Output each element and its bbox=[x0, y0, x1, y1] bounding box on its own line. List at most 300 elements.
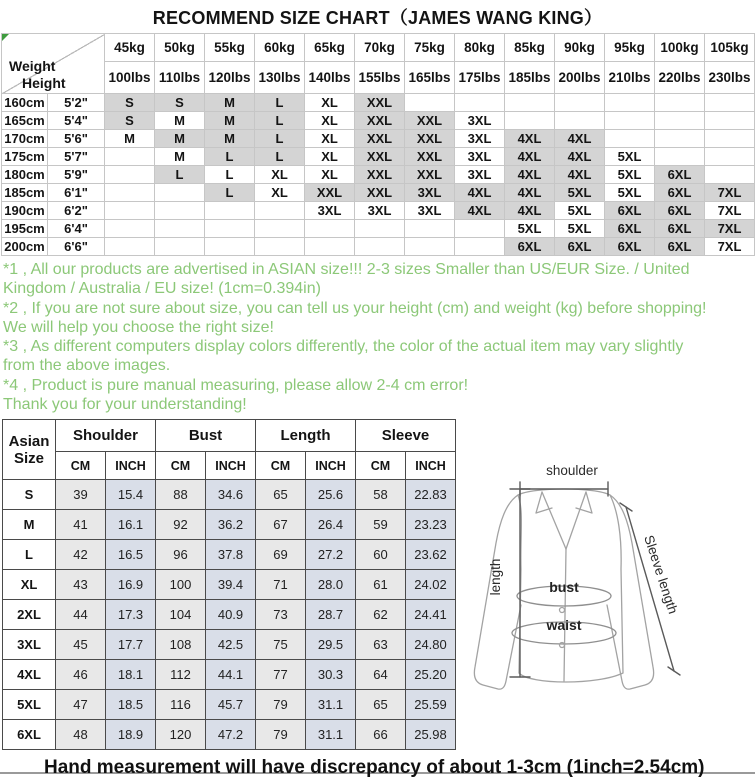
height-cm-cell: 180cm bbox=[2, 166, 48, 184]
matrix-row bbox=[2, 166, 755, 184]
matrix-row bbox=[2, 220, 755, 238]
weight-kg-header: 105kg bbox=[705, 34, 755, 62]
matrix-size-cell bbox=[355, 220, 405, 238]
height-cm-cell: 185cm bbox=[2, 184, 48, 202]
asian-label-line2: Size bbox=[13, 449, 44, 467]
matrix-size-cell: M bbox=[205, 94, 255, 112]
measure-inch-value: 16.9 bbox=[106, 570, 156, 600]
measure-cm-value: 44 bbox=[56, 600, 106, 630]
size-matrix-table bbox=[1, 33, 755, 256]
note-line: from the above images. bbox=[3, 357, 171, 375]
matrix-size-cell bbox=[405, 94, 455, 112]
matrix-size-cell: XL bbox=[305, 130, 355, 148]
height-ft-cell: 5'4" bbox=[48, 112, 105, 130]
matrix-size-cell: L bbox=[255, 148, 305, 166]
height-ft-cell: 6'2" bbox=[48, 202, 105, 220]
measure-size-cell: 5XL bbox=[3, 690, 56, 720]
measure-cm-value: 69 bbox=[256, 540, 306, 570]
measure-cm-value: 47 bbox=[56, 690, 106, 720]
measure-inch-value: 40.9 bbox=[206, 600, 256, 630]
matrix-size-cell bbox=[705, 148, 755, 166]
bust-label: bust bbox=[549, 579, 579, 596]
measure-cm-value: 67 bbox=[256, 510, 306, 540]
matrix-size-cell: L bbox=[255, 112, 305, 130]
matrix-size-cell bbox=[605, 112, 655, 130]
weight-kg-header: 50kg bbox=[155, 34, 205, 62]
note-line: *2 , If you are not sure about size, you can tell us your height (cm) and weight (kg) before shopping! bbox=[3, 299, 707, 317]
matrix-size-cell bbox=[455, 94, 505, 112]
matrix-size-cell bbox=[255, 238, 305, 256]
matrix-size-cell: L bbox=[255, 130, 305, 148]
matrix-size-cell bbox=[205, 202, 255, 220]
matrix-size-cell bbox=[105, 220, 155, 238]
measure-cm-value: 60 bbox=[356, 540, 406, 570]
matrix-size-cell bbox=[205, 220, 255, 238]
matrix-size-cell bbox=[105, 166, 155, 184]
measure-row bbox=[3, 720, 456, 750]
matrix-size-cell bbox=[705, 130, 755, 148]
matrix-size-cell: XXL bbox=[355, 112, 405, 130]
matrix-size-cell bbox=[605, 130, 655, 148]
matrix-size-cell bbox=[455, 220, 505, 238]
matrix-size-cell: XL bbox=[305, 94, 355, 112]
measure-inch-value: 16.1 bbox=[106, 510, 156, 540]
measure-size-cell: 2XL bbox=[3, 600, 56, 630]
measure-row bbox=[3, 510, 456, 540]
matrix-size-cell: 4XL bbox=[505, 202, 555, 220]
page-title: RECOMMEND SIZE CHART（JAMES WANG KING） bbox=[152, 8, 603, 28]
height-cm-cell: 200cm bbox=[2, 238, 48, 256]
matrix-size-cell bbox=[305, 238, 355, 256]
jacket-diagram bbox=[456, 419, 753, 751]
matrix-size-cell bbox=[105, 238, 155, 256]
height-ft-cell: 5'7" bbox=[48, 148, 105, 166]
measure-group-header: Shoulder bbox=[56, 420, 156, 452]
matrix-row bbox=[2, 94, 755, 112]
matrix-size-cell: 5XL bbox=[505, 220, 555, 238]
matrix-size-cell: XXL bbox=[405, 148, 455, 166]
matrix-size-cell bbox=[105, 202, 155, 220]
matrix-size-cell bbox=[705, 166, 755, 184]
measure-cm-value: 65 bbox=[356, 690, 406, 720]
height-ft-cell: 6'1" bbox=[48, 184, 105, 202]
measure-inch-value: 42.5 bbox=[206, 630, 256, 660]
measure-inch-value: 23.62 bbox=[406, 540, 456, 570]
matrix-size-cell bbox=[655, 148, 705, 166]
height-cm-cell: 170cm bbox=[2, 130, 48, 148]
matrix-size-cell: XL bbox=[305, 166, 355, 184]
matrix-size-cell: XL bbox=[255, 166, 305, 184]
weight-kg-header: 70kg bbox=[355, 34, 405, 62]
measure-row bbox=[3, 660, 456, 690]
measure-inch-value: 39.4 bbox=[206, 570, 256, 600]
measure-inch-value: 25.59 bbox=[406, 690, 456, 720]
matrix-size-cell bbox=[655, 112, 705, 130]
matrix-size-cell bbox=[505, 112, 555, 130]
matrix-size-cell bbox=[155, 238, 205, 256]
measure-cm-value: 46 bbox=[56, 660, 106, 690]
matrix-size-cell: 3XL bbox=[455, 130, 505, 148]
matrix-row bbox=[2, 238, 755, 256]
matrix-size-cell: XXL bbox=[355, 166, 405, 184]
matrix-size-cell: 5XL bbox=[555, 202, 605, 220]
matrix-size-cell: 3XL bbox=[455, 148, 505, 166]
matrix-size-cell bbox=[305, 220, 355, 238]
matrix-size-cell: 6XL bbox=[605, 220, 655, 238]
matrix-size-cell: 6XL bbox=[655, 166, 705, 184]
measure-inch-value: 30.3 bbox=[306, 660, 356, 690]
matrix-size-cell bbox=[655, 94, 705, 112]
matrix-size-cell: XXL bbox=[355, 148, 405, 166]
measure-inch-value: 25.98 bbox=[406, 720, 456, 750]
matrix-size-cell: 3XL bbox=[355, 202, 405, 220]
measure-cm-value: 66 bbox=[356, 720, 406, 750]
weight-kg-header: 55kg bbox=[205, 34, 255, 62]
weight-lbs-header: 230lbs bbox=[705, 62, 755, 94]
measure-inch-value: 25.20 bbox=[406, 660, 456, 690]
weight-kg-header: 65kg bbox=[305, 34, 355, 62]
measure-inch-value: 25.6 bbox=[306, 480, 356, 510]
measure-inch-value: 17.7 bbox=[106, 630, 156, 660]
note-line: *4 , Product is pure manual measuring, please allow 2-4 cm error! bbox=[3, 376, 469, 394]
matrix-size-cell: 4XL bbox=[505, 184, 555, 202]
matrix-size-cell: 3XL bbox=[405, 202, 455, 220]
measure-inch-value: 28.0 bbox=[306, 570, 356, 600]
matrix-size-cell: XXL bbox=[355, 130, 405, 148]
matrix-size-cell bbox=[405, 238, 455, 256]
measure-inch-value: 29.5 bbox=[306, 630, 356, 660]
matrix-size-cell bbox=[555, 112, 605, 130]
measure-inch-value: 31.1 bbox=[306, 720, 356, 750]
matrix-size-cell: 4XL bbox=[505, 166, 555, 184]
measure-cm-value: 59 bbox=[356, 510, 406, 540]
matrix-size-cell: XXL bbox=[355, 184, 405, 202]
matrix-size-cell bbox=[155, 184, 205, 202]
matrix-size-cell: 3XL bbox=[455, 166, 505, 184]
matrix-size-cell: 6XL bbox=[655, 202, 705, 220]
measure-cm-value: 96 bbox=[156, 540, 206, 570]
measure-row bbox=[3, 480, 456, 510]
length-label: length bbox=[488, 558, 503, 596]
matrix-size-cell bbox=[655, 130, 705, 148]
corner-marker bbox=[2, 34, 9, 41]
weight-kg-header: 85kg bbox=[505, 34, 555, 62]
measurement-table bbox=[2, 419, 456, 750]
matrix-size-cell bbox=[555, 94, 605, 112]
weight-lbs-header: 110lbs bbox=[155, 62, 205, 94]
jacket-diagram-svg bbox=[458, 419, 755, 751]
corner-weight-label: Weight bbox=[9, 58, 56, 74]
measure-group-header: Length bbox=[256, 420, 356, 452]
matrix-size-cell: 4XL bbox=[455, 184, 505, 202]
matrix-size-cell bbox=[255, 220, 305, 238]
matrix-size-cell: 7XL bbox=[705, 184, 755, 202]
measurement-lines bbox=[510, 482, 680, 677]
weight-kg-header: 100kg bbox=[655, 34, 705, 62]
matrix-row bbox=[2, 148, 755, 166]
measure-inch-value: 15.4 bbox=[106, 480, 156, 510]
measure-inch-value: 18.9 bbox=[106, 720, 156, 750]
matrix-size-cell: M bbox=[105, 130, 155, 148]
measure-inch-value: 26.4 bbox=[306, 510, 356, 540]
measure-unit-header: CM bbox=[156, 452, 206, 480]
matrix-size-cell: XXL bbox=[405, 112, 455, 130]
matrix-size-cell: 6XL bbox=[555, 238, 605, 256]
matrix-size-cell: 5XL bbox=[555, 220, 605, 238]
height-cm-cell: 160cm bbox=[2, 94, 48, 112]
weight-lbs-header: 165lbs bbox=[405, 62, 455, 94]
matrix-size-cell: 6XL bbox=[505, 238, 555, 256]
measure-cm-value: 100 bbox=[156, 570, 206, 600]
measure-cm-value: 62 bbox=[356, 600, 406, 630]
matrix-size-cell: L bbox=[255, 94, 305, 112]
matrix-size-cell: XXL bbox=[355, 94, 405, 112]
measure-cm-value: 79 bbox=[256, 720, 306, 750]
height-ft-cell: 5'2" bbox=[48, 94, 105, 112]
matrix-size-cell: M bbox=[155, 130, 205, 148]
measure-inch-value: 31.1 bbox=[306, 690, 356, 720]
note-line: Kingdom / Australia / EU size! (1cm=0.394in) bbox=[3, 280, 321, 298]
matrix-size-cell: L bbox=[205, 148, 255, 166]
measure-size-cell: M bbox=[3, 510, 56, 540]
height-ft-cell: 5'9" bbox=[48, 166, 105, 184]
matrix-size-cell: 3XL bbox=[305, 202, 355, 220]
measure-unit-header: CM bbox=[256, 452, 306, 480]
measure-row bbox=[3, 630, 456, 660]
measure-unit-header: CM bbox=[356, 452, 406, 480]
measure-cm-value: 45 bbox=[56, 630, 106, 660]
weight-lbs-header: 120lbs bbox=[205, 62, 255, 94]
matrix-size-cell: L bbox=[205, 166, 255, 184]
matrix-size-cell: 3XL bbox=[455, 112, 505, 130]
matrix-size-cell: 6XL bbox=[655, 220, 705, 238]
weight-kg-header: 95kg bbox=[605, 34, 655, 62]
measure-inch-value: 22.83 bbox=[406, 480, 456, 510]
matrix-row bbox=[2, 130, 755, 148]
matrix-size-cell: XXL bbox=[405, 166, 455, 184]
measure-group-header: Sleeve bbox=[356, 420, 456, 452]
measurement-section bbox=[0, 419, 755, 751]
matrix-size-cell: 4XL bbox=[555, 166, 605, 184]
measure-cm-value: 42 bbox=[56, 540, 106, 570]
weight-lbs-header: 210lbs bbox=[605, 62, 655, 94]
measure-inch-value: 45.7 bbox=[206, 690, 256, 720]
matrix-size-cell: XL bbox=[255, 184, 305, 202]
measure-cm-value: 39 bbox=[56, 480, 106, 510]
matrix-size-cell bbox=[405, 220, 455, 238]
measure-cm-value: 92 bbox=[156, 510, 206, 540]
matrix-size-cell: 6XL bbox=[655, 184, 705, 202]
corner-height-label: Height bbox=[22, 75, 66, 91]
matrix-size-cell: S bbox=[155, 94, 205, 112]
measure-cm-value: 48 bbox=[56, 720, 106, 750]
matrix-size-cell bbox=[705, 112, 755, 130]
height-cm-cell: 175cm bbox=[2, 148, 48, 166]
weight-kg-header: 45kg bbox=[105, 34, 155, 62]
matrix-size-cell: S bbox=[105, 112, 155, 130]
measure-cm-value: 77 bbox=[256, 660, 306, 690]
matrix-size-cell: XXL bbox=[405, 130, 455, 148]
shoulder-label: shoulder bbox=[546, 463, 598, 479]
measure-unit-header: INCH bbox=[306, 452, 356, 480]
waist-label: waist bbox=[546, 617, 582, 634]
measure-cm-value: 43 bbox=[56, 570, 106, 600]
matrix-row bbox=[2, 202, 755, 220]
measure-cm-value: 75 bbox=[256, 630, 306, 660]
matrix-size-cell bbox=[205, 238, 255, 256]
measure-unit-header: CM bbox=[56, 452, 106, 480]
matrix-size-cell: 4XL bbox=[505, 130, 555, 148]
matrix-size-cell bbox=[155, 220, 205, 238]
measure-cm-value: 65 bbox=[256, 480, 306, 510]
measure-inch-value: 18.5 bbox=[106, 690, 156, 720]
measure-size-cell: L bbox=[3, 540, 56, 570]
measure-size-cell: XL bbox=[3, 570, 56, 600]
measure-size-cell: 3XL bbox=[3, 630, 56, 660]
asian-label-line1: Asian bbox=[8, 432, 50, 450]
matrix-size-cell: XXL bbox=[305, 184, 355, 202]
sleeve-length-label: Sleeve length bbox=[641, 533, 681, 617]
matrix-size-cell: 6XL bbox=[605, 202, 655, 220]
note-line: *1 , All our products are advertised in ASIAN size!!! 2-3 sizes Smaller than US/EUR Size. / United bbox=[3, 261, 690, 278]
measure-unit-header: INCH bbox=[406, 452, 456, 480]
measure-cm-value: 73 bbox=[256, 600, 306, 630]
matrix-size-cell: S bbox=[105, 94, 155, 112]
measure-inch-value: 23.23 bbox=[406, 510, 456, 540]
matrix-size-cell: 3XL bbox=[405, 184, 455, 202]
matrix-size-cell: L bbox=[205, 184, 255, 202]
matrix-row bbox=[2, 112, 755, 130]
weight-kg-header: 80kg bbox=[455, 34, 505, 62]
measure-cm-value: 120 bbox=[156, 720, 206, 750]
measure-cm-value: 88 bbox=[156, 480, 206, 510]
matrix-size-cell: 7XL bbox=[705, 220, 755, 238]
measure-inch-value: 47.2 bbox=[206, 720, 256, 750]
measure-size-cell: S bbox=[3, 480, 56, 510]
matrix-size-cell bbox=[455, 238, 505, 256]
matrix-size-cell: XL bbox=[305, 112, 355, 130]
weight-lbs-header: 140lbs bbox=[305, 62, 355, 94]
matrix-size-cell: 6XL bbox=[605, 238, 655, 256]
matrix-row bbox=[2, 184, 755, 202]
matrix-size-cell: 5XL bbox=[605, 166, 655, 184]
measure-unit-header: INCH bbox=[106, 452, 156, 480]
asian-size-header bbox=[3, 420, 56, 480]
matrix-size-cell: 4XL bbox=[555, 130, 605, 148]
measure-row bbox=[3, 690, 456, 720]
measure-inch-value: 24.41 bbox=[406, 600, 456, 630]
weight-lbs-header: 155lbs bbox=[355, 62, 405, 94]
measure-inch-value: 24.02 bbox=[406, 570, 456, 600]
height-cm-cell: 190cm bbox=[2, 202, 48, 220]
measure-cm-value: 108 bbox=[156, 630, 206, 660]
matrix-size-cell: 4XL bbox=[555, 148, 605, 166]
note-line: *3 , As different computers display colors differently, the color of the actual item may vary slightly bbox=[3, 338, 684, 356]
matrix-size-cell bbox=[255, 202, 305, 220]
measure-cm-value: 104 bbox=[156, 600, 206, 630]
matrix-size-cell: 6XL bbox=[655, 238, 705, 256]
matrix-size-cell: 7XL bbox=[705, 238, 755, 256]
measure-cm-value: 58 bbox=[356, 480, 406, 510]
weight-lbs-header: 100lbs bbox=[105, 62, 155, 94]
measure-size-cell: 4XL bbox=[3, 660, 56, 690]
weight-kg-header: 75kg bbox=[405, 34, 455, 62]
footer-note: Hand measurement will have discrepancy of about 1-3cm (1inch=2.54cm) bbox=[44, 757, 705, 779]
matrix-size-cell: M bbox=[155, 148, 205, 166]
matrix-size-cell: 4XL bbox=[505, 148, 555, 166]
matrix-size-cell: XL bbox=[305, 148, 355, 166]
matrix-size-cell bbox=[155, 202, 205, 220]
matrix-size-cell: 5XL bbox=[555, 184, 605, 202]
matrix-size-cell bbox=[605, 94, 655, 112]
measure-inch-value: 28.7 bbox=[306, 600, 356, 630]
measure-row bbox=[3, 540, 456, 570]
size-notes bbox=[3, 260, 755, 414]
measure-inch-value: 34.6 bbox=[206, 480, 256, 510]
height-cm-cell: 165cm bbox=[2, 112, 48, 130]
height-ft-cell: 6'4" bbox=[48, 220, 105, 238]
measure-cm-value: 112 bbox=[156, 660, 206, 690]
matrix-size-cell bbox=[705, 94, 755, 112]
matrix-size-cell: M bbox=[205, 130, 255, 148]
matrix-size-cell: 5XL bbox=[605, 148, 655, 166]
height-ft-cell: 5'6" bbox=[48, 130, 105, 148]
matrix-size-cell: 7XL bbox=[705, 202, 755, 220]
measure-cm-value: 71 bbox=[256, 570, 306, 600]
matrix-size-cell: M bbox=[205, 112, 255, 130]
measure-unit-header: INCH bbox=[206, 452, 256, 480]
measure-row bbox=[3, 600, 456, 630]
weight-lbs-header: 185lbs bbox=[505, 62, 555, 94]
matrix-size-cell bbox=[105, 148, 155, 166]
note-line: We will help you choose the right size! bbox=[3, 318, 274, 336]
matrix-size-cell: 5XL bbox=[605, 184, 655, 202]
weight-lbs-header: 200lbs bbox=[555, 62, 605, 94]
measure-cm-value: 41 bbox=[56, 510, 106, 540]
measure-inch-value: 36.2 bbox=[206, 510, 256, 540]
measure-inch-value: 24.80 bbox=[406, 630, 456, 660]
measure-inch-value: 44.1 bbox=[206, 660, 256, 690]
height-cm-cell: 195cm bbox=[2, 220, 48, 238]
measure-cm-value: 116 bbox=[156, 690, 206, 720]
measure-inch-value: 17.3 bbox=[106, 600, 156, 630]
measure-inch-value: 18.1 bbox=[106, 660, 156, 690]
matrix-size-cell bbox=[355, 238, 405, 256]
measure-inch-value: 37.8 bbox=[206, 540, 256, 570]
matrix-size-cell bbox=[105, 184, 155, 202]
weight-kg-header: 60kg bbox=[255, 34, 305, 62]
weight-kg-header: 90kg bbox=[555, 34, 605, 62]
measure-row bbox=[3, 570, 456, 600]
measure-cm-value: 61 bbox=[356, 570, 406, 600]
matrix-corner-cell bbox=[2, 34, 105, 94]
matrix-size-cell bbox=[505, 94, 555, 112]
measure-group-header: Bust bbox=[156, 420, 256, 452]
measure-cm-value: 63 bbox=[356, 630, 406, 660]
measure-cm-value: 64 bbox=[356, 660, 406, 690]
note-line: Thank you for your understanding! bbox=[3, 396, 247, 414]
weight-lbs-header: 220lbs bbox=[655, 62, 705, 94]
matrix-size-cell: L bbox=[155, 166, 205, 184]
measure-inch-value: 16.5 bbox=[106, 540, 156, 570]
measure-cm-value: 79 bbox=[256, 690, 306, 720]
weight-lbs-header: 175lbs bbox=[455, 62, 505, 94]
matrix-size-cell: 4XL bbox=[455, 202, 505, 220]
matrix-size-cell: M bbox=[155, 112, 205, 130]
measure-inch-value: 27.2 bbox=[306, 540, 356, 570]
height-ft-cell: 6'6" bbox=[48, 238, 105, 256]
weight-lbs-header: 130lbs bbox=[255, 62, 305, 94]
